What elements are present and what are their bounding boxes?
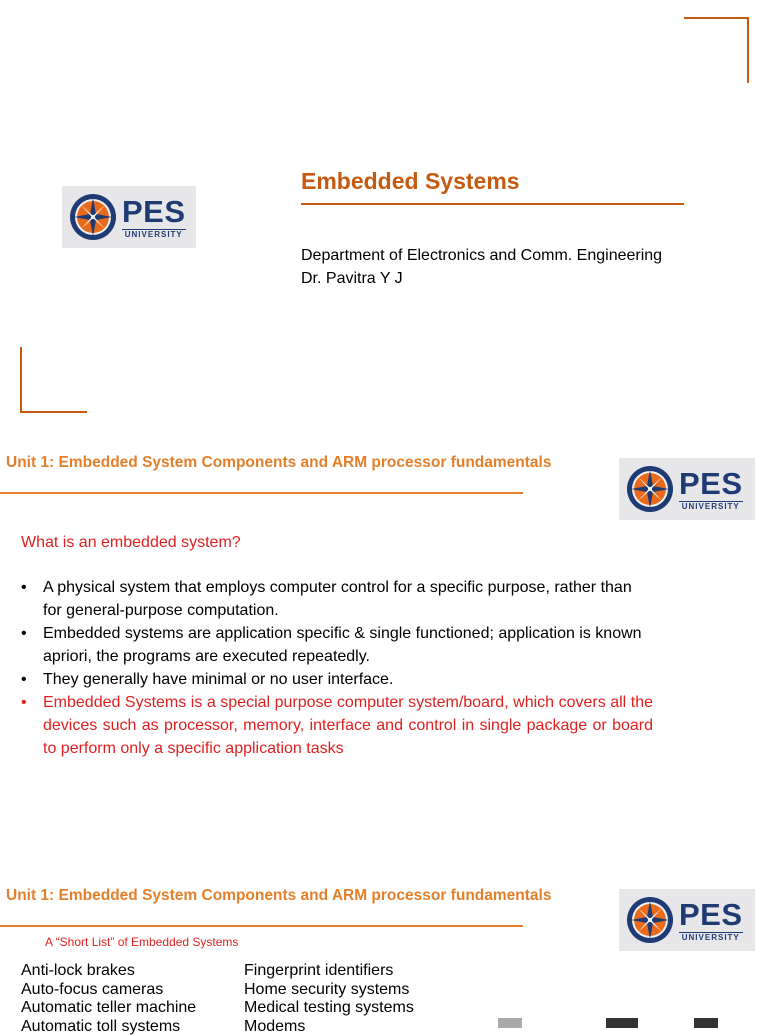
bullet-text: A physical system that employs computer control for a specific purpose, rather than for general-purpose computation. bbox=[43, 579, 632, 619]
bullet-icon: • bbox=[21, 622, 27, 645]
bullet-text: Embedded Systems is a special purpose computer system/board, which covers all the devices such as processor, memory, interface and control in single package or board to perform only a specific application tasks bbox=[43, 694, 653, 757]
section-question: What is an embedded system? bbox=[21, 534, 241, 552]
list-item: Automatic teller machine bbox=[21, 999, 196, 1018]
examples-column-right bbox=[244, 962, 414, 1036]
bullet-icon: • bbox=[21, 691, 27, 714]
logo-subtext: UNIVERSITY bbox=[122, 229, 186, 239]
author-name: Dr. Pavitra Y J bbox=[301, 267, 662, 290]
logo-wordmark: PES bbox=[679, 468, 743, 499]
presenter-info bbox=[301, 244, 662, 290]
compass-emblem-icon bbox=[625, 895, 675, 945]
bullet-text: They generally have minimal or no user interface. bbox=[43, 671, 393, 688]
pes-university-logo bbox=[62, 186, 196, 248]
presentation-title: Embedded Systems bbox=[301, 168, 520, 195]
title-slide bbox=[0, 0, 768, 430]
corner-bracket-top-right bbox=[684, 17, 749, 83]
compass-emblem-icon bbox=[68, 192, 118, 242]
list-item: Auto-focus cameras bbox=[21, 981, 196, 1000]
list-item: Medical testing systems bbox=[244, 999, 414, 1018]
department-name: Department of Electronics and Comm. Engineering bbox=[301, 244, 662, 267]
title-underline bbox=[301, 203, 684, 205]
examples-column-left bbox=[21, 962, 196, 1036]
bullet-item bbox=[21, 576, 653, 622]
header-rule bbox=[0, 925, 523, 927]
list-item: Fingerprint identifiers bbox=[244, 962, 414, 981]
corner-bracket-bottom-left bbox=[20, 347, 87, 413]
list-item: Anti-lock brakes bbox=[21, 962, 196, 981]
bullet-text: Embedded systems are application specific & single functioned; application is known apriori, the programs are executed repeatedly. bbox=[43, 625, 642, 665]
bullet-item bbox=[21, 622, 653, 668]
compass-emblem-icon bbox=[625, 464, 675, 514]
header-rule bbox=[0, 492, 523, 494]
examples-slide bbox=[0, 858, 768, 1024]
device-image-icon bbox=[498, 1018, 522, 1028]
logo-wordmark: PES bbox=[679, 899, 743, 930]
bullet-item-highlighted bbox=[21, 691, 653, 760]
definition-bullet-list bbox=[21, 576, 653, 760]
logo-wordmark: PES bbox=[122, 196, 186, 227]
logo-subtext: UNIVERSITY bbox=[679, 932, 743, 942]
unit-header: Unit 1: Embedded System Components and ARM processor fundamentals bbox=[6, 887, 551, 905]
list-item: Home security systems bbox=[244, 981, 414, 1000]
bullet-item bbox=[21, 668, 653, 691]
pes-university-logo bbox=[619, 889, 755, 951]
logo-subtext: UNIVERSITY bbox=[679, 501, 743, 511]
pes-university-logo bbox=[619, 458, 755, 520]
list-item: Modems bbox=[244, 1018, 414, 1036]
device-image-icon bbox=[694, 1018, 718, 1028]
unit-header: Unit 1: Embedded System Components and ARM processor fundamentals bbox=[6, 454, 551, 472]
list-item: Automatic toll systems bbox=[21, 1018, 196, 1036]
definition-slide bbox=[0, 432, 768, 856]
bullet-icon: • bbox=[21, 668, 27, 691]
device-image-icon bbox=[606, 1018, 638, 1028]
bullet-icon: • bbox=[21, 576, 27, 599]
list-title: A “Short List” of Embedded Systems bbox=[45, 935, 238, 949]
